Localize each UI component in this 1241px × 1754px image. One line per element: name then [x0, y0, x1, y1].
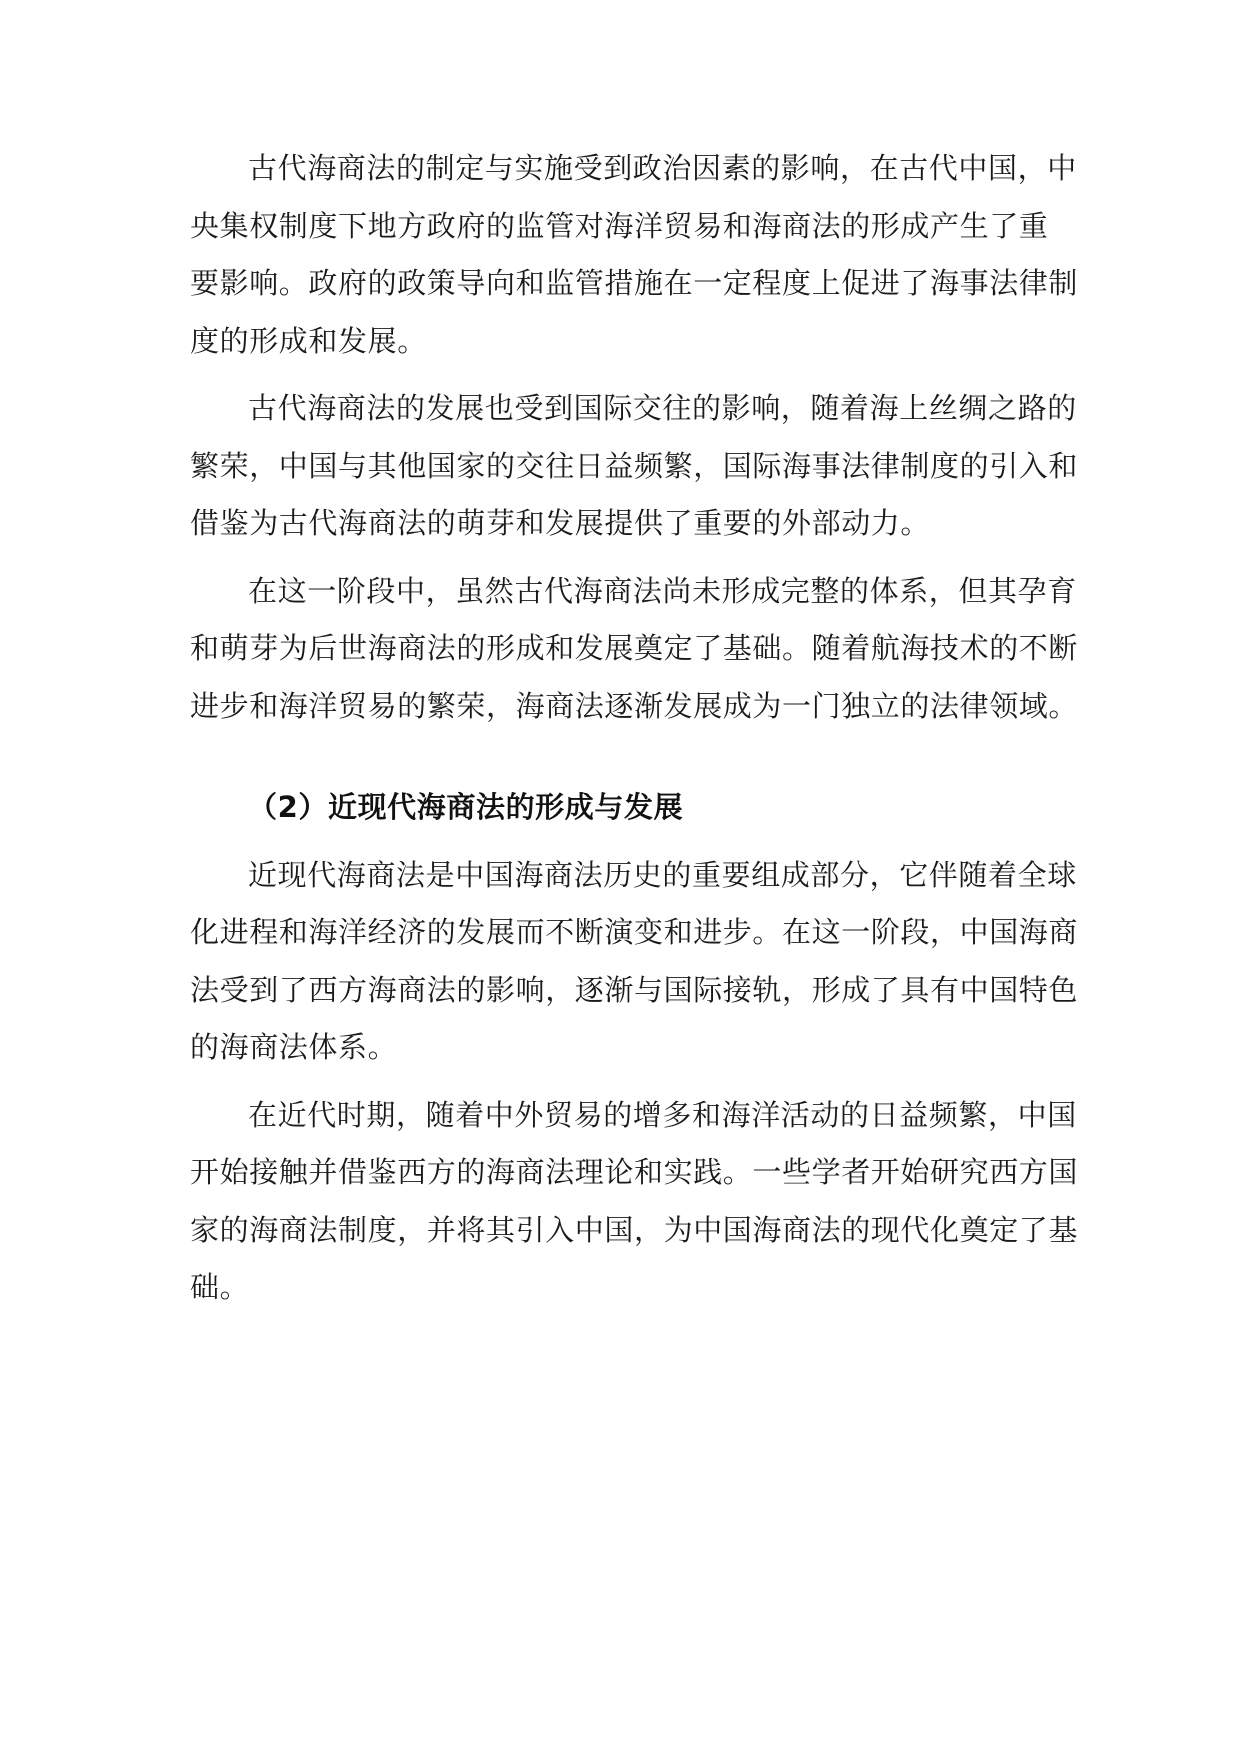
- paragraph-line: 度的形成和发展。: [190, 323, 427, 358]
- paragraph-modern-period: [190, 1087, 1079, 1317]
- paragraph-line: 在近代时期，随着中外贸易的增多和海洋活动的日益频繁，中国: [248, 1097, 1077, 1132]
- paragraph-line: 繁荣，中国与其他国家的交往日益频繁，国际海事法律制度的引入和: [190, 448, 1079, 483]
- paragraph-line: 开始接触并借鉴西方的海商法理论和实践。一些学者开始研究西方国: [190, 1155, 1079, 1189]
- paragraph-line: 借鉴为古代海商法的萌芽和发展提供了重要的外部动力。: [190, 506, 931, 540]
- paragraph-line: 化进程和海洋经济的发展而不断演变和进步。在这一阶段，中国海商: [190, 915, 1079, 949]
- paragraph-line: 法受到了西方海商法的影响，逐渐与国际接轨，形成了具有中国特色: [190, 972, 1079, 1007]
- paragraph-international-exchange: [190, 380, 1079, 553]
- paragraph-line: 家的海商法制度，并将其引入中国，为中国海商法的现代化奠定了基: [190, 1212, 1079, 1247]
- paragraph-line: 在这一阶段中，虽然古代海商法尚未形成完整的体系，但其孕育: [248, 573, 1077, 608]
- paragraph-line: 要影响。政府的政策导向和监管措施在一定程度上促进了海事法律制: [190, 266, 1079, 300]
- paragraph-line: 和萌芽为后世海商法的形成和发展奠定了基础。随着航海技术的不断: [190, 631, 1079, 665]
- section-heading-text: （2）近现代海商法的形成与发展: [248, 790, 684, 824]
- paragraph-line: 央集权制度下地方政府的监管对海洋贸易和海商法的形成产生了重: [190, 208, 1049, 243]
- paragraph-political-factors: [190, 140, 1079, 370]
- section-heading: [190, 779, 1056, 837]
- paragraph-modern-overview: [190, 847, 1079, 1077]
- paragraph-line: 近现代海商法是中国海商法历史的重要组成部分，它伴随着全球: [248, 857, 1077, 892]
- paragraph-line: 的海商法体系。: [190, 1030, 398, 1064]
- paragraph-line: 古代海商法的制定与实施受到政治因素的影响，在古代中国，中: [248, 151, 1077, 185]
- document-body: [190, 140, 1079, 1327]
- paragraph-line: 古代海商法的发展也受到国际交往的影响，随着海上丝绸之路的: [248, 391, 1077, 425]
- paragraph-line: 进步和海洋贸易的繁荣，海商法逐渐发展成为一门独立的法律领域。: [190, 688, 1079, 723]
- paragraph-stage-summary: [190, 563, 1079, 736]
- paragraph-line: 础。: [190, 1270, 250, 1304]
